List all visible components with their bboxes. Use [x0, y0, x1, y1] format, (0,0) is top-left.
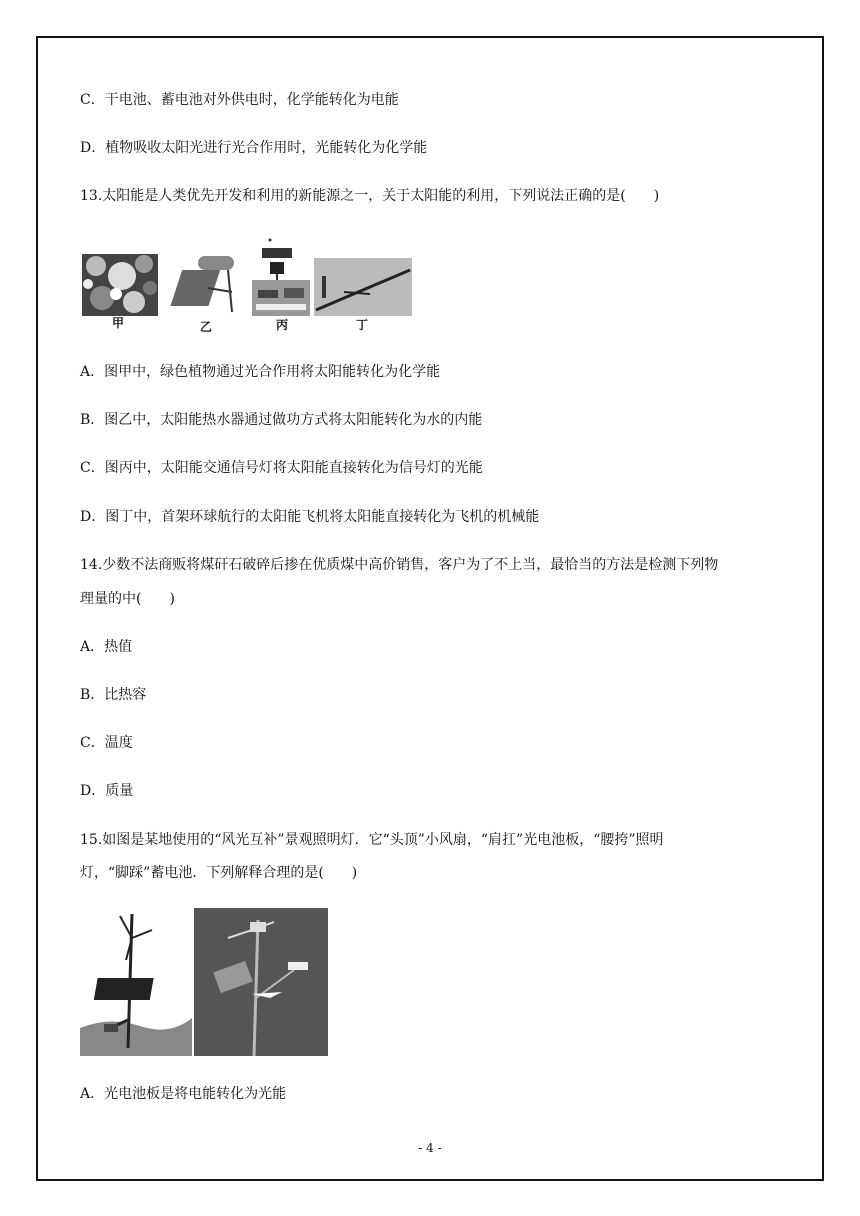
q15-stem-line-2: 灯，“脚踩”蓄电池．下列解释合理的是( )	[80, 865, 358, 881]
q12-option-c: C．干电池、蓄电池对外供电时，化学能转化为电能	[80, 92, 399, 108]
q13-option-b: B．图乙中，太阳能热水器通过做功方式将太阳能转化为水的内能	[80, 412, 483, 428]
q15-stem-line-1: 15.如图是某地使用的“风光互补”景观照明灯．它“头顶”小风扇，“肩扛”光电池板，“腰挎”照明	[80, 832, 664, 848]
q14-stem-line-1: 14.少数不法商贩将煤矸石破碎后掺在优质煤中高价销售，客户为了不上当，最恰当的方法是检测下列物	[80, 557, 719, 573]
figure-ding-solar-plane-image	[314, 258, 412, 316]
q13-stem: 13.太阳能是人类优先开发和利用的新能源之一，关于太阳能的利用，下列说法正确的是( )	[80, 188, 660, 204]
caption-jia: 甲	[112, 316, 125, 330]
figure-jia-plants-image	[82, 254, 158, 316]
q14-option-c: C．温度	[80, 735, 133, 751]
figure-yi-water-heater-image	[170, 252, 242, 314]
q13-option-a: A．图甲中，绿色植物通过光合作用将太阳能转化为化学能	[80, 364, 441, 380]
q13-option-c: C．图丙中，太阳能交通信号灯将太阳能直接转化为信号灯的光能	[80, 460, 483, 476]
q12-option-d: D．植物吸收太阳光进行光合作用时，光能转化为化学能	[80, 140, 428, 156]
caption-yi: 乙	[200, 320, 213, 334]
q14-option-d: D．质量	[80, 783, 134, 799]
figure-bing-traffic-light-image	[252, 236, 310, 316]
q14-option-b: B．比热容	[80, 687, 147, 703]
page-number: - 4 -	[418, 1141, 442, 1155]
caption-bing: 丙	[276, 318, 289, 332]
q14-option-a: A．热值	[80, 639, 133, 655]
wind-solar-lamp-photo-2	[194, 908, 328, 1056]
caption-ding: 丁	[356, 318, 369, 332]
q15-option-a: A．光电池板是将电能转化为光能	[80, 1086, 287, 1102]
q14-stem-line-2: 理量的中( )	[80, 591, 175, 607]
wind-solar-lamp-photo-1	[80, 908, 192, 1056]
q13-option-d: D．图丁中，首架环球航行的太阳能飞机将太阳能直接转化为飞机的机械能	[80, 509, 540, 525]
